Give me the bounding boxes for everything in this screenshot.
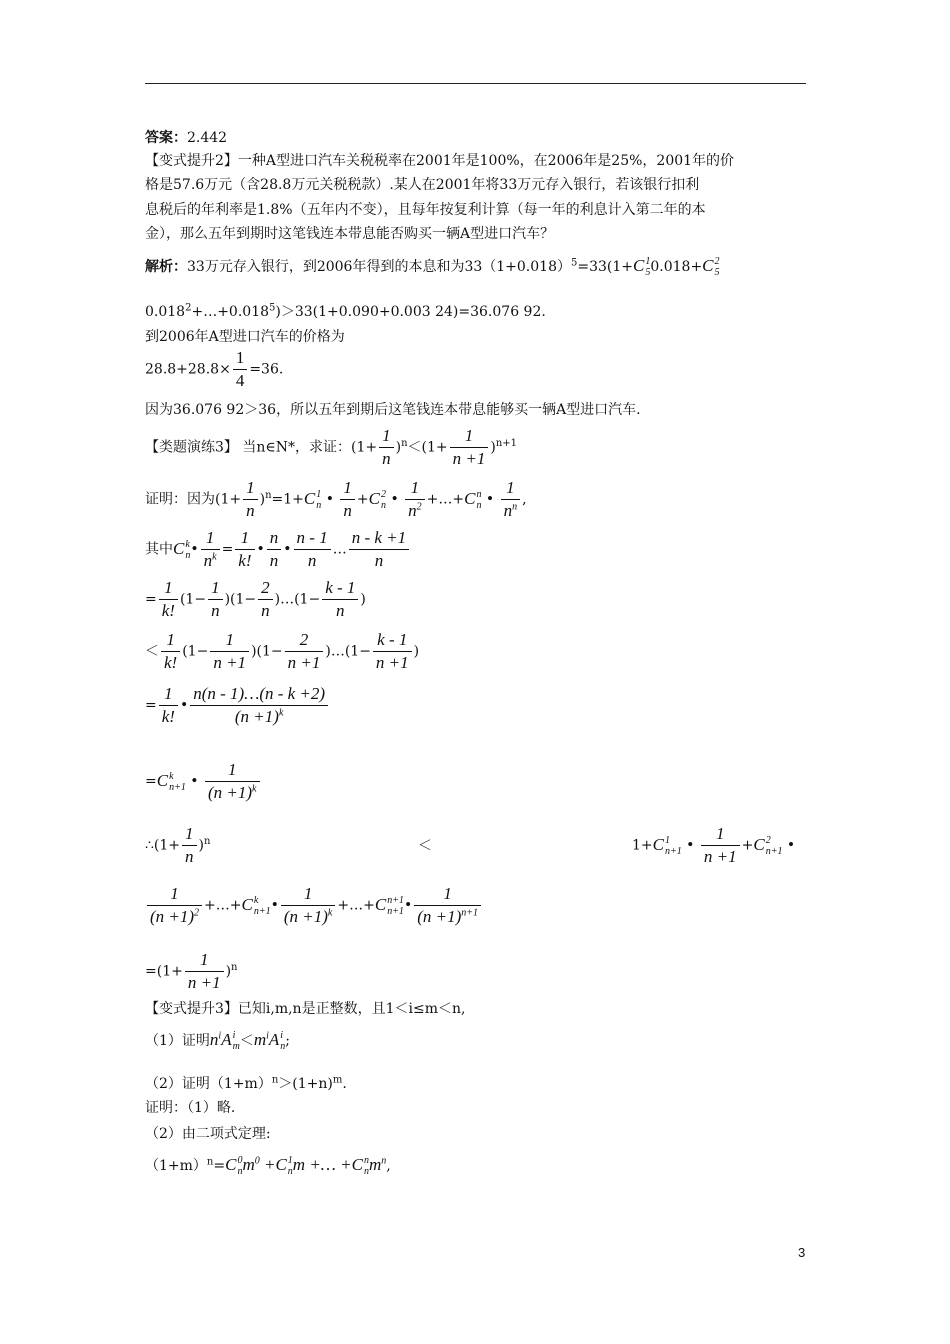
proof-line9: =(1+ $\frac{1}{n +1}$ )$^n$ bbox=[145, 950, 238, 992]
analysis-text: =36. bbox=[249, 361, 284, 378]
drill3-label: 【类题演练3】 bbox=[145, 439, 238, 456]
variant2-line3: 息税后的年利率是1.8%（五年内不变），且每年按复利计算（每一年的利息计入第二年的本 bbox=[145, 202, 706, 218]
variant2-line2: 格是57.6万元（含28.8万元关税税款）.某人在2001年将33万元存入银行，若该银行扣利 bbox=[145, 177, 700, 193]
analysis-line5: 因为36.076 92＞36，所以五年到期后这笔钱连本带息能够买一辆A型进口汽车. bbox=[145, 402, 641, 418]
math-c51: C 1 5 bbox=[633, 256, 651, 279]
variant2-line4: 金），那么五年到期时这笔钱连本带息能否购买一辆A型进口汽车？ bbox=[145, 226, 555, 242]
analysis-text: =33(1+ bbox=[577, 259, 634, 275]
proof-line7b: 1+C 1 n+1 • $\frac{1}{n +1}$ +C 2 n+1 • bbox=[632, 824, 796, 866]
variant3-text: （1+m） bbox=[145, 1158, 207, 1174]
analysis-text: 33万元存入银行，到2006年得到的本息和为33（1+0.018） bbox=[187, 259, 571, 275]
analysis-label: 解析： bbox=[145, 259, 187, 275]
analysis-line2: $0.018^2+\dots+0.018^5)>33(1+0.090+0.003$ 24)=36.076 92. bbox=[145, 302, 546, 320]
fraction: $\frac{1}{n}$ bbox=[243, 478, 258, 521]
analysis-line4 bbox=[145, 348, 283, 391]
less-than: ＜ bbox=[418, 838, 432, 854]
page-number: 3 bbox=[798, 1245, 806, 1260]
variant3-line3: （2）证明$(1+m)^n>(1+n)^m$. bbox=[145, 1074, 347, 1092]
analysis-line3: 到2006年A型进口汽车的价格为 bbox=[145, 329, 345, 345]
variant3-text: ＞(1+n) bbox=[278, 1076, 333, 1092]
proof-line5: = $\frac{1}{k!}$ • $\frac{n(n - 1)\dots(n - k +2)}{(n +1)^k}$ bbox=[145, 684, 330, 727]
answer-line bbox=[145, 128, 227, 148]
variant3-line5: （2）由二项式定理: bbox=[145, 1126, 271, 1142]
fraction: $\frac{1}{n +1}$ bbox=[450, 426, 489, 469]
variant3-line2: （1）证明$n^iA$ i m $<m^iA$ i n ; bbox=[145, 1030, 290, 1053]
proof-line7a: ∴(1+ $\frac{1}{n}$ )$^n$ bbox=[145, 824, 211, 866]
answer-value: 2.442 bbox=[187, 130, 228, 146]
drill3-text: 当n∈N*，求证： bbox=[242, 439, 352, 456]
analysis-text: 0.018 bbox=[145, 304, 186, 320]
analysis-text: 0.018+ bbox=[650, 259, 703, 275]
proof-label: 证明：因为 bbox=[145, 491, 215, 508]
proof-line6: =C k n+1 • $\frac{1}{(n +1)^k}$ bbox=[145, 760, 262, 803]
header-rule bbox=[145, 83, 806, 84]
analysis-text: 28.8+28.8× bbox=[145, 361, 231, 378]
analysis-text: )＞33(1+0.090+0.003 24)=36.076 92. bbox=[275, 304, 546, 320]
exponent: 5 bbox=[570, 257, 578, 269]
analysis-line1 bbox=[145, 256, 720, 278]
proof-line1: 证明：因为(1+ $\frac{1}{n}$ )$^n$=1+C 1 n • $\frac{1}{n}$ +C 2 n • $\frac{1}{n^2}$ +…+C n n • $\frac{1}{n^n}$ , bbox=[145, 478, 527, 520]
variant3-text: （1）证明 bbox=[145, 1033, 210, 1049]
proof-line3: = $\frac{1}{k!}$ (1− $\frac{1}{n}$ )(1− $\frac{2}{n}$ )…(1− $\frac{k - 1}{n}$ ) bbox=[145, 578, 366, 620]
variant2-line1: 【变式提升2】一种A型进口汽车关税税率在2001年是100%，在2006年是25%，2001年的价 bbox=[145, 153, 735, 169]
proof-line2: 其中C k n • $\frac{1}{n^k}$ = $\frac{1}{k!}$ • $\frac{n}{n}$ • $\frac{n - 1}{n}$ … $\frac{n - k +1}{n}$ bbox=[145, 528, 411, 571]
fraction: $\frac{1}{4}$ bbox=[233, 348, 248, 391]
fraction: $\frac{1}{n}$ bbox=[379, 426, 394, 469]
math-c52: C 2 5 bbox=[702, 256, 720, 279]
variant3-text: （2）证明（1+m） bbox=[145, 1076, 272, 1092]
answer-label: 答案： bbox=[145, 130, 187, 146]
variant3-line1: 【变式提升3】已知i,m,n是正整数，且1＜i≤m＜n, bbox=[145, 1001, 466, 1017]
proof-line4: ＜ $\frac{1}{k!}$ (1− $\frac{1}{n +1}$ )(1− $\frac{2}{n +1}$ )…(1− $\frac{k - 1}{n +1}$ ) bbox=[145, 630, 420, 672]
proof-line8: $\frac{1}{(n +1)^2}$ +…+C k n+1 • $\frac{1}{(n +1)^k}$ +…+C n+1 n+1 • $\frac{1}{(n +1)^{n+1}}$ bbox=[145, 884, 483, 927]
among-label: 其中 bbox=[145, 541, 173, 558]
variant3-line4: 证明：（1）略. bbox=[145, 1100, 236, 1116]
drill3-statement: 【类题演练3】 当n∈N*，求证：(1+ $\frac{1}{n}$ )$^n$＜(1+ $\frac{1}{n +1}$ )$^{n+1}$ bbox=[145, 426, 518, 468]
variant3-line6: $(1+m)^n=C$ 0 n $m^0 +C$ 1 n m +… +C n n $m^n$, bbox=[145, 1155, 391, 1178]
analysis-text: +…+0.018 bbox=[191, 304, 270, 320]
